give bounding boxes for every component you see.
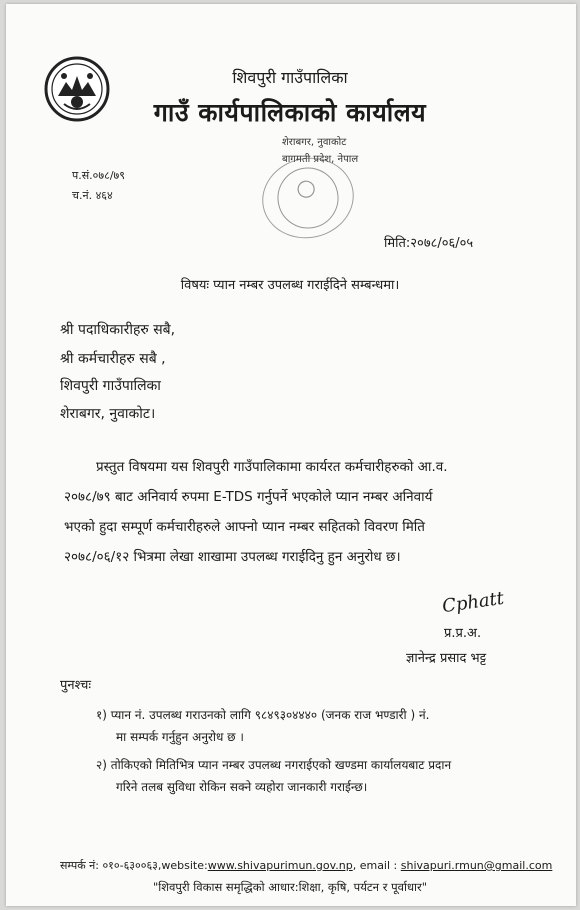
municipality-name: शिवपुरी गाउँपालिका	[232, 68, 348, 87]
postscript-item-1-line-2: मा सम्पर्क गर्नुहुन अनुरोध छ ।	[116, 730, 244, 744]
address-line-1: शेराबगर, नुवाकोट	[282, 137, 347, 148]
address-line-2: बागमती प्रदेश, नेपाल	[282, 154, 359, 165]
addressee-line-2: श्री कर्मचारीहरु सबै ,	[60, 351, 166, 367]
signatory-name: ज्ञानेन्द्र प्रसाद भट्ट	[406, 651, 487, 666]
postscript-item-2-line-1: २) तोकिएको मितिभित्र प्यान नम्बर उपलब्ध नगराईएको खण्डमा कार्यालयबाट प्रदान	[96, 758, 452, 772]
addressee-line-4: शेराबगर, नुवाकोट।	[60, 406, 156, 422]
reference-number: प.सं.०७८/७९	[72, 169, 125, 182]
signature-scribble: Cphatt	[440, 587, 506, 618]
office-name: गाउँ कार्यपालिकाको कार्यालय	[153, 98, 427, 127]
postscript-heading: पुनश्चः	[60, 678, 92, 693]
postscript-item-1-line-1: १) प्यान नं. उपलब्ध गराउनको लागि ९८४९३०४४४० (जनक राज भण्डारी ) नं.	[96, 708, 430, 722]
body-line-3: भएको हुदा सम्पूर्ण कर्मचारीहरुले आफ्नो प्यान नम्बर सहितको विवरण मिति	[64, 519, 426, 535]
footer-email-prefix: , email :	[352, 859, 401, 872]
footer-slogan: "शिवपुरी विकास समृद्धिको आधार:शिक्षा, कृषि, पर्यटन र पूर्वाधार"	[152, 880, 428, 894]
signatory-title: प्र.प्र.अ.	[444, 626, 482, 641]
website-link[interactable]: www.shivapurimun.gov.np	[207, 859, 353, 872]
footer-contact-prefix: सम्पर्क नं: ०१०-६३००६३,website:	[60, 859, 208, 872]
dispatch-number: च.नं. ४६४	[72, 189, 113, 202]
body-line-4: २०७८/०६/१२ भित्रमा लेखा शाखामा उपलब्ध गराईदिनु हुन अनुरोध छ।	[64, 549, 401, 565]
email-link[interactable]: shivapuri.rmun@gmail.com	[400, 859, 553, 872]
addressee-line-1: श्री पदाधिकारीहरु सबै,	[60, 322, 176, 338]
footer-contact	[60, 858, 552, 873]
postscript-item-2-line-2: गरिने तलब सुविधा रोकिन सक्ने व्यहोरा जानकारी गराईन्छ।	[116, 780, 368, 794]
letter-date: मिति:२०७८/०६/०५	[384, 236, 474, 251]
body-line-1: प्रस्तुत विषयमा यस शिवपुरी गाउँपालिकामा कार्यरत कर्मचारीहरुको आ.व.	[96, 459, 448, 475]
body-line-2: २०७८/७९ बाट अनिवार्य रुपमा E-TDS गर्नुपर्ने भएकोले प्यान नम्बर अनिवार्य	[64, 489, 433, 505]
letter-subject: विषयः प्यान नम्बर उपलब्ध गराईदिने सम्बन्धमा।	[180, 278, 400, 293]
addressee-line-3: शिवपुरी गाउँपालिका	[60, 378, 161, 394]
